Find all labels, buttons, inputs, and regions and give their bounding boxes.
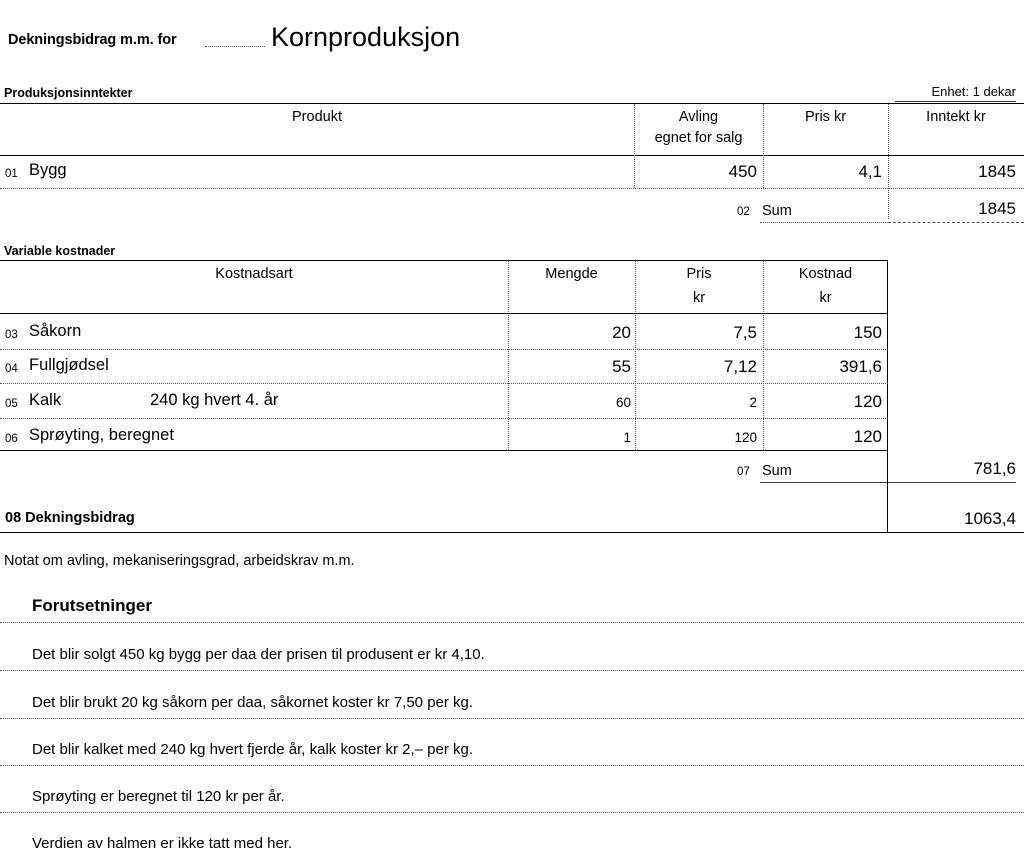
- costs-row-number: 03: [5, 329, 18, 341]
- income-header-revenue: Inntekt kr: [926, 109, 986, 125]
- costs-sum-underline: [760, 482, 1016, 483]
- income-table-top-border: [0, 103, 1024, 104]
- costs-row-quantity: 55: [612, 357, 631, 376]
- costs-section-caption: Variable kostnader: [4, 244, 116, 258]
- assumptions-rule: [0, 622, 1024, 623]
- costs-table-right-border: [887, 260, 888, 450]
- income-header-product: Produkt: [292, 109, 342, 125]
- costs-table-bottom-border: [0, 450, 888, 451]
- costs-row-quantity: 1: [623, 430, 631, 445]
- assumptions-line: Det blir kalket med 240 kg hvert fjerde år, kalk koster kr 2,– per kg.: [32, 741, 474, 758]
- costs-header-kind: Kostnadsart: [215, 266, 293, 282]
- costs-header-price-line1: Pris: [686, 266, 712, 282]
- income-sum-label-underline: [760, 222, 888, 223]
- assumptions-rule: [0, 812, 1024, 813]
- costs-row-separator: [0, 383, 888, 384]
- costs-header-price-line2: kr: [692, 290, 706, 306]
- costs-header-cost-line2: kr: [819, 290, 832, 306]
- costs-row-note: 240 kg hvert 4. år: [150, 391, 279, 409]
- costs-row-price: 2: [749, 395, 757, 410]
- costs-sum-number: 07: [737, 466, 750, 478]
- assumptions-rule: [0, 718, 1024, 719]
- costs-row-separator: [0, 418, 888, 419]
- assumptions-line: Det blir brukt 20 kg såkorn per daa, såkornet koster kr 7,50 per kg.: [32, 694, 474, 711]
- costs-row-price: 7,12: [723, 357, 757, 376]
- assumptions-line: Sprøyting er beregnet til 120 kr per år.: [32, 788, 285, 805]
- result-amount: 1063,4: [964, 509, 1016, 528]
- income-header-bottom-border: [0, 155, 1024, 156]
- income-header-price: Pris kr: [804, 109, 847, 125]
- income-row-amount: 1845: [978, 162, 1016, 181]
- income-row-price: 4,1: [858, 162, 882, 181]
- title-dotted-leader: [205, 46, 265, 47]
- income-row-yield: 450: [728, 162, 757, 181]
- title-label: Dekningsbidrag m.m. for: [8, 32, 177, 48]
- result-label: Dekningsbidrag: [25, 510, 135, 526]
- costs-row-quantity: 20: [612, 323, 631, 342]
- income-header-yield-line2: egnet for salg: [654, 130, 743, 146]
- income-section-caption: Produksjonsinntekter: [4, 86, 133, 100]
- costs-row-number: 06: [5, 433, 18, 445]
- costs-row-label: Fullgjødsel: [29, 356, 109, 374]
- costs-row-label: Kalk: [29, 391, 62, 409]
- document-title-row: [0, 22, 1024, 68]
- costs-sum-amount: 781,6: [973, 459, 1016, 478]
- income-sum-amount-underline: [888, 222, 1024, 223]
- result-number: 08: [5, 510, 22, 526]
- result-bottom-border: [0, 532, 1024, 533]
- costs-sum-label: Sum: [762, 463, 792, 479]
- notat-text: Notat om avling, mekaniseringsgrad, arbeidskrav m.m.: [4, 553, 355, 569]
- income-sum-number: 02: [737, 206, 750, 218]
- income-sum-label: Sum: [762, 203, 792, 219]
- income-sum-amount: 1845: [978, 199, 1016, 218]
- costs-divider-quantity-price: [635, 261, 636, 450]
- costs-row-price: 120: [734, 430, 757, 445]
- costs-row-price: 7,5: [733, 323, 757, 342]
- unit-note-underline: [895, 101, 1016, 102]
- assumptions-rule: [0, 670, 1024, 671]
- costs-header-quantity: Mengde: [545, 266, 598, 282]
- income-row-number: 01: [5, 168, 18, 180]
- costs-divider-price-cost: [763, 261, 764, 450]
- unit-note: Enhet: 1 dekar: [931, 84, 1016, 99]
- income-row-label: Bygg: [29, 161, 67, 179]
- income-row-separator: [0, 188, 1024, 189]
- assumptions-heading: Forutsetninger: [32, 596, 152, 615]
- costs-table-top-border: [0, 260, 888, 261]
- costs-row-amount: 120: [853, 427, 882, 446]
- costs-row-amount: 150: [853, 323, 882, 342]
- assumptions-rule: [0, 765, 1024, 766]
- costs-row-label: Sprøyting, beregnet: [29, 426, 174, 444]
- costs-row-number: 05: [5, 398, 18, 410]
- costs-row-amount: 120: [853, 392, 882, 411]
- costs-header-bottom-border: [0, 313, 888, 314]
- costs-row-label: Såkorn: [29, 322, 82, 340]
- income-header-yield-line1: Avling: [678, 109, 719, 125]
- assumptions-line: Verdien av halmen er ikke tatt med her.: [32, 835, 293, 852]
- costs-row-quantity: 60: [615, 395, 631, 410]
- costs-row-number: 04: [5, 363, 18, 375]
- page-title: Kornproduksjon: [271, 22, 461, 52]
- costs-row-amount: 391,6: [839, 357, 882, 376]
- costs-row-separator: [0, 349, 888, 350]
- costs-divider-kind-quantity: [508, 261, 509, 450]
- result-row-number-label: [5, 510, 135, 526]
- assumptions-line: Det blir solgt 450 kg bygg per daa der prisen til produsent er kr 4,10.: [32, 646, 485, 663]
- costs-header-cost-line1: Kostnad: [798, 266, 853, 282]
